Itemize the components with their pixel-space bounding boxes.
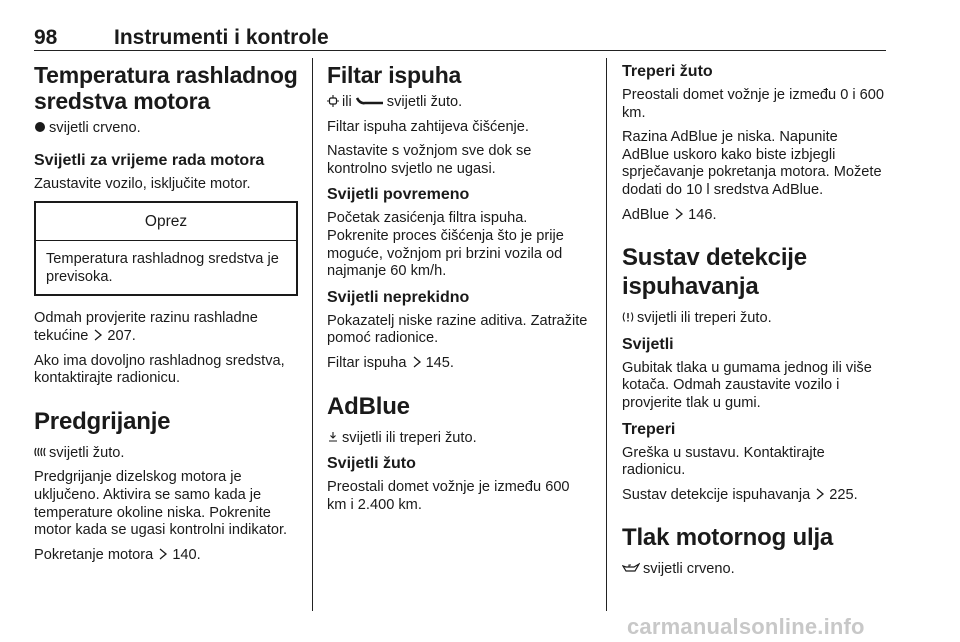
paragraph: Pokazatelj niske razine aditiva. Zatražite pomoć radionice. [327, 312, 588, 347]
caution-body: Temperatura rashladnog sredstva je previsoka. [46, 251, 279, 285]
section-title-deflation-detection: Sustav detekcije ispuhavanja [622, 244, 807, 301]
subheading-lit: Svijetli [622, 335, 674, 353]
section-title-preheating: Predgrijanje [34, 407, 171, 435]
column-2 [327, 62, 589, 521]
coolant-indicator: svijetli crveno. [34, 120, 298, 138]
subheading-flashing-yellow: Treperi žuto [622, 63, 713, 80]
paragraph: Nastavite s vožnjom sve dok se kontrolno svjetlo ne ugasi. [327, 143, 532, 177]
section-title-exhaust-filter: Filtar ispuha [327, 62, 462, 88]
oil-pressure-indicator: svijetli crveno. [622, 561, 888, 579]
subheading-flashing: Treperi [622, 420, 676, 438]
paragraph: Sustav detekcije ispuhavanja 225. [622, 486, 858, 503]
page-reference[interactable]: 146. [688, 206, 717, 223]
paragraph: Greška u sustavu. Kontaktirajte radionicu. [622, 444, 825, 479]
preheat-indicator: svijetli žuto. [34, 445, 298, 463]
filled-circle-icon [34, 121, 46, 133]
paragraph: Početak zasićenja filtra ispuha. Pokrenite proces čišćenja što je prije moguće, vožnjom pri brzini vozila od najmanje 60 km/h. [327, 210, 564, 280]
paragraph: Preostali domet vožnje je između 0 i 600 km. [622, 87, 885, 121]
paragraph: Preostali domet vožnje je između 600 km i 2.400 km. [327, 479, 570, 513]
paragraph: Razina AdBlue je niska. Napunite AdBlue uskoro kako biste izbjegli sprječavanje pokretanja motora. Možete dodati do 10 l sredstva AdBlue. [622, 129, 882, 198]
column-divider [606, 58, 607, 611]
paragraph: Ako ima dovoljno rashladnog sredstva, kontaktirajte radionicu. [34, 352, 285, 387]
paragraph: Filtar ispuha 145. [327, 354, 454, 371]
subheading-intermittent: Svijetli povremeno [327, 186, 470, 204]
page-reference[interactable]: 225. [829, 486, 858, 503]
paragraph: Odmah provjerite razinu rashladne tekućine 207. [34, 310, 258, 344]
header-rule [34, 50, 886, 51]
section-title-oil-pressure: Tlak motornog ulja [622, 524, 834, 552]
page-number: 98 [34, 26, 58, 49]
page-reference[interactable]: 140. [172, 546, 201, 563]
oil-can-icon [622, 562, 640, 574]
paragraph: Filtar ispuha zahtijeva čišćenje. [327, 118, 529, 135]
column-3 [622, 62, 888, 586]
page-header [34, 26, 886, 50]
paragraph: Predgrijanje dizelskog motora je uključeno. Aktivira se samo kada je temperature okoline niska. Pokrenite motor kada se ugasi kontrolni indikator. [34, 469, 288, 539]
paragraph: Zaustavite vozilo, isključite motor. [34, 175, 251, 192]
exhaust-filter-icon [327, 95, 339, 107]
tire-pressure-icon [622, 311, 634, 323]
reference-arrow-icon [92, 329, 104, 341]
deflation-indicator: svijetli ili treperi žuto. [622, 310, 888, 328]
caution-title: Oprez [36, 203, 296, 241]
adblue-indicator: svijetli ili treperi žuto. [327, 430, 589, 448]
watermark: carmanualsonline.info [627, 614, 865, 639]
section-title-adblue: AdBlue [327, 392, 410, 420]
reference-arrow-icon [157, 548, 169, 560]
exhaust-filter-indicator: ili svijetli žuto. [327, 94, 589, 112]
column-divider [312, 58, 313, 611]
caution-box [34, 201, 298, 296]
reference-arrow-icon [814, 488, 826, 500]
page-reference[interactable]: 207. [107, 327, 136, 344]
subheading-engine-running: Svijetli za vrijeme rada motora [34, 151, 265, 169]
subheading-yellow: Svijetli žuto [327, 455, 416, 473]
paragraph: Pokretanje motora 140. [34, 546, 201, 563]
column-1 [34, 62, 298, 571]
reference-arrow-icon [411, 356, 423, 368]
page-reference[interactable]: 145. [425, 354, 454, 371]
section-title-coolant: Temperatura rashladnog sredstva motora [34, 62, 298, 114]
subheading-continuous: Svijetli neprekidno [327, 288, 470, 306]
paragraph: Gubitak tlaka u gumama jednog ili više kotača. Odmah zaustavite vozilo i provjerite tlak u gumi. [622, 359, 872, 411]
exhaust-pipe-icon [356, 95, 384, 107]
adblue-icon [327, 431, 339, 443]
paragraph: AdBlue 146. [622, 206, 717, 223]
glow-plug-icon [34, 446, 46, 458]
chapter-title: Instrumenti i kontrole [114, 26, 329, 49]
reference-arrow-icon [673, 208, 685, 220]
